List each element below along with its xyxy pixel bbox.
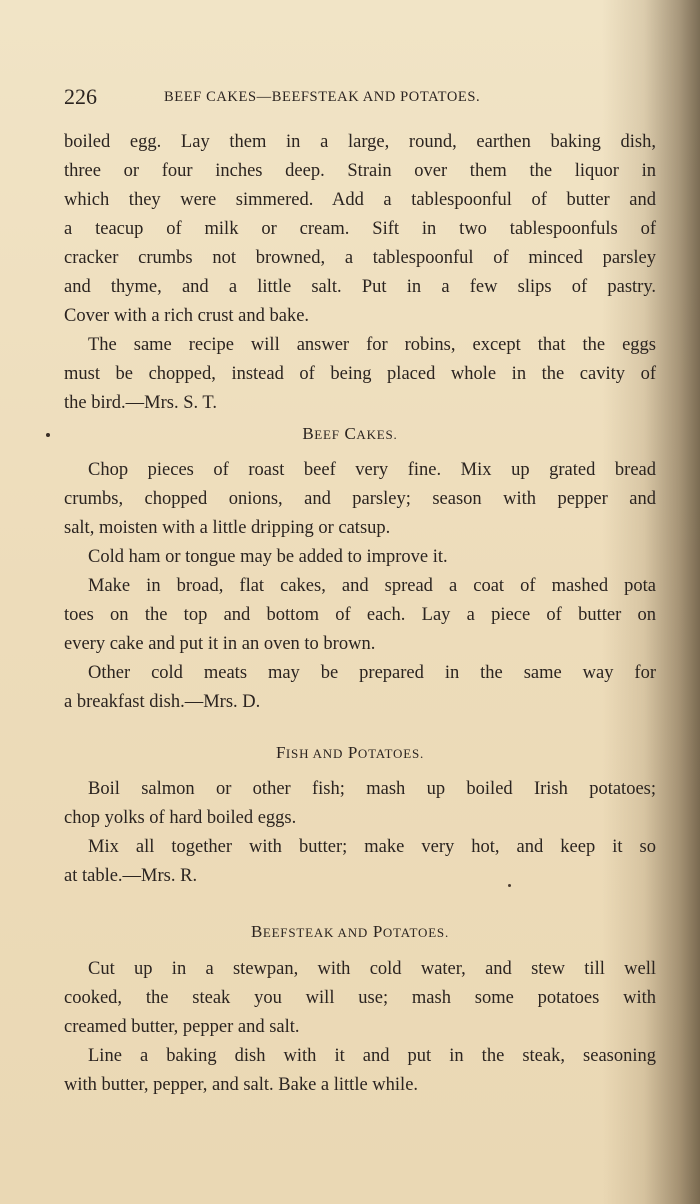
attribution-line: at table.—Mrs. R. bbox=[64, 866, 198, 886]
text-line: Chop pieces of roast beef very fine. Mix up grated bread bbox=[88, 460, 656, 480]
text-line: Cut up in a stewpan, with cold water, and stew till well bbox=[88, 959, 656, 979]
text-line: boiled egg. Lay them in a large, round, earthen baking dish, bbox=[64, 132, 656, 152]
text-line: which they were simmered. Add a tablespoonful of butter and bbox=[64, 190, 656, 210]
text-line: must be chopped, instead of being placed whole in the cavity of bbox=[64, 364, 656, 384]
text-line: chop yolks of hard boiled eggs. bbox=[64, 808, 297, 828]
text-line: Cover with a rich crust and bake. bbox=[64, 306, 310, 326]
text-line: cracker crumbs not browned, a tablespoonful of minced parsley bbox=[64, 248, 656, 268]
running-head bbox=[64, 84, 624, 114]
print-speck bbox=[508, 884, 511, 887]
attribution-line: the bird.—Mrs. S. T. bbox=[64, 393, 217, 413]
recipe-heading-fish-and-potatoes: FISH AND POTATOES. bbox=[275, 743, 425, 762]
text-line: The same recipe will answer for robins, except that the eggs bbox=[88, 335, 656, 355]
text-line: Cold ham or tongue may be added to improve it. bbox=[88, 547, 448, 567]
text-line: crumbs, chopped onions, and parsley; season with pepper and bbox=[64, 489, 656, 509]
text-line: Other cold meats may be prepared in the same way for bbox=[88, 663, 656, 683]
text-line: salt, moisten with a little dripping or catsup. bbox=[64, 518, 391, 538]
text-line: toes on the top and bottom of each. Lay a piece of butter on bbox=[64, 605, 656, 625]
text-line: Make in broad, flat cakes, and spread a coat of mashed pota bbox=[88, 576, 656, 596]
text-line: a teacup of milk or cream. Sift in two tablespoonfuls of bbox=[64, 219, 656, 239]
attribution-line: a breakfast dish.—Mrs. D. bbox=[64, 692, 261, 712]
text-line: Mix all together with butter; make very hot, and keep it so bbox=[88, 837, 656, 857]
running-title: BEEF CAKES—BEEFSTEAK AND POTATOES. bbox=[164, 89, 481, 105]
text-line: with butter, pepper, and salt. Bake a little while. bbox=[64, 1075, 419, 1095]
text-line: every cake and put it in an oven to brown. bbox=[64, 634, 376, 654]
text-line: creamed butter, pepper and salt. bbox=[64, 1017, 300, 1037]
recipe-heading-beef-cakes: BEEF CAKES. bbox=[302, 424, 398, 443]
text-line: Line a baking dish with it and put in the steak, seasoning bbox=[88, 1046, 656, 1066]
text-line: three or four inches deep. Strain over them the liquor in bbox=[64, 161, 656, 181]
text-line: cooked, the steak you will use; mash some potatoes with bbox=[64, 988, 656, 1008]
text-line: Boil salmon or other fish; mash up boiled Irish potatoes; bbox=[88, 779, 656, 799]
text-line: and thyme, and a little salt. Put in a few slips of pastry. bbox=[64, 277, 656, 297]
recipe-heading-beefsteak-and-potatoes: BEEFSTEAK AND POTATOES. bbox=[250, 922, 450, 941]
page-number: 226 bbox=[64, 84, 97, 109]
